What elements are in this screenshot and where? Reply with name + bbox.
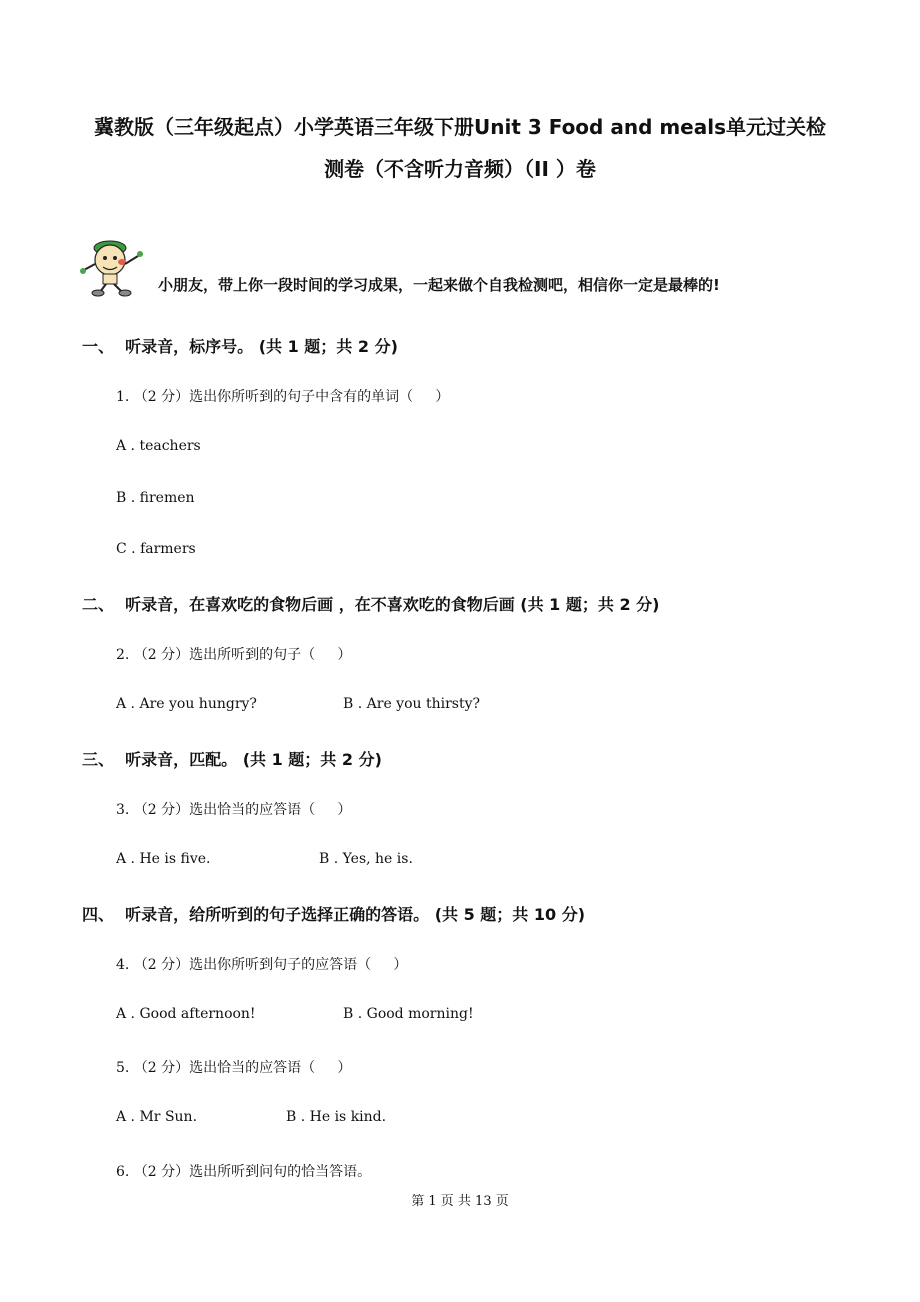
question-option: B . firemen — [116, 490, 195, 506]
question-option: B . He is kind. — [286, 1109, 387, 1125]
document-title-line-2: 测卷（不含听力音频）（II ）卷 — [324, 157, 596, 181]
question-stem: 1. （2 分）选出你所听到的句子中含有的单词（ ） — [116, 389, 450, 405]
question-option: A . Mr Sun. — [116, 1109, 198, 1125]
section-heading-3: 三、 听录音，匹配。 (共 1 题；共 2 分) — [82, 750, 382, 769]
question-option: A . He is five. — [116, 851, 211, 867]
question-stem: 2. （2 分）选出所听到的句子（ ） — [116, 647, 352, 663]
question-option: A . Good afternoon! — [116, 1006, 256, 1022]
question-option: A . Are you hungry? — [116, 696, 257, 712]
cartoon-boy-mascot-icon — [76, 234, 148, 298]
section-heading-2: 二、 听录音，在喜欢吃的食物后画 ，在不喜欢吃的食物后画 (共 1 题；共 2 分) — [82, 595, 660, 614]
question-option: B . Good morning! — [343, 1006, 474, 1022]
question-stem: 3. （2 分）选出恰当的应答语（ ） — [116, 802, 352, 818]
question-option: B . Yes, he is. — [319, 851, 413, 867]
page-footer: 第 1 页 共 13 页 — [411, 1194, 509, 1209]
question-option: A . teachers — [116, 438, 201, 454]
document-title-line-1: 冀教版（三年级起点）小学英语三年级下册Unit 3 Food and meals单元过关检 — [93, 115, 827, 139]
question-option: C . farmers — [116, 541, 196, 557]
section-heading-4: 四、 听录音，给所听到的句子选择正确的答语。 (共 5 题；共 10 分) — [82, 905, 586, 924]
question-stem: 6. （2 分）选出所听到问句的恰当答语。 — [116, 1164, 372, 1180]
section-heading-1: 一、 听录音，标序号。 (共 1 题；共 2 分) — [82, 337, 398, 356]
question-option: B . Are you thirsty? — [343, 696, 481, 712]
question-stem: 4. （2 分）选出你所听到句子的应答语（ ） — [116, 957, 408, 973]
question-stem: 5. （2 分）选出恰当的应答语（ ） — [116, 1060, 352, 1076]
intro-text: 小朋友，带上你一段时间的学习成果，一起来做个自我检测吧，相信你一定是最棒的! — [158, 276, 720, 294]
